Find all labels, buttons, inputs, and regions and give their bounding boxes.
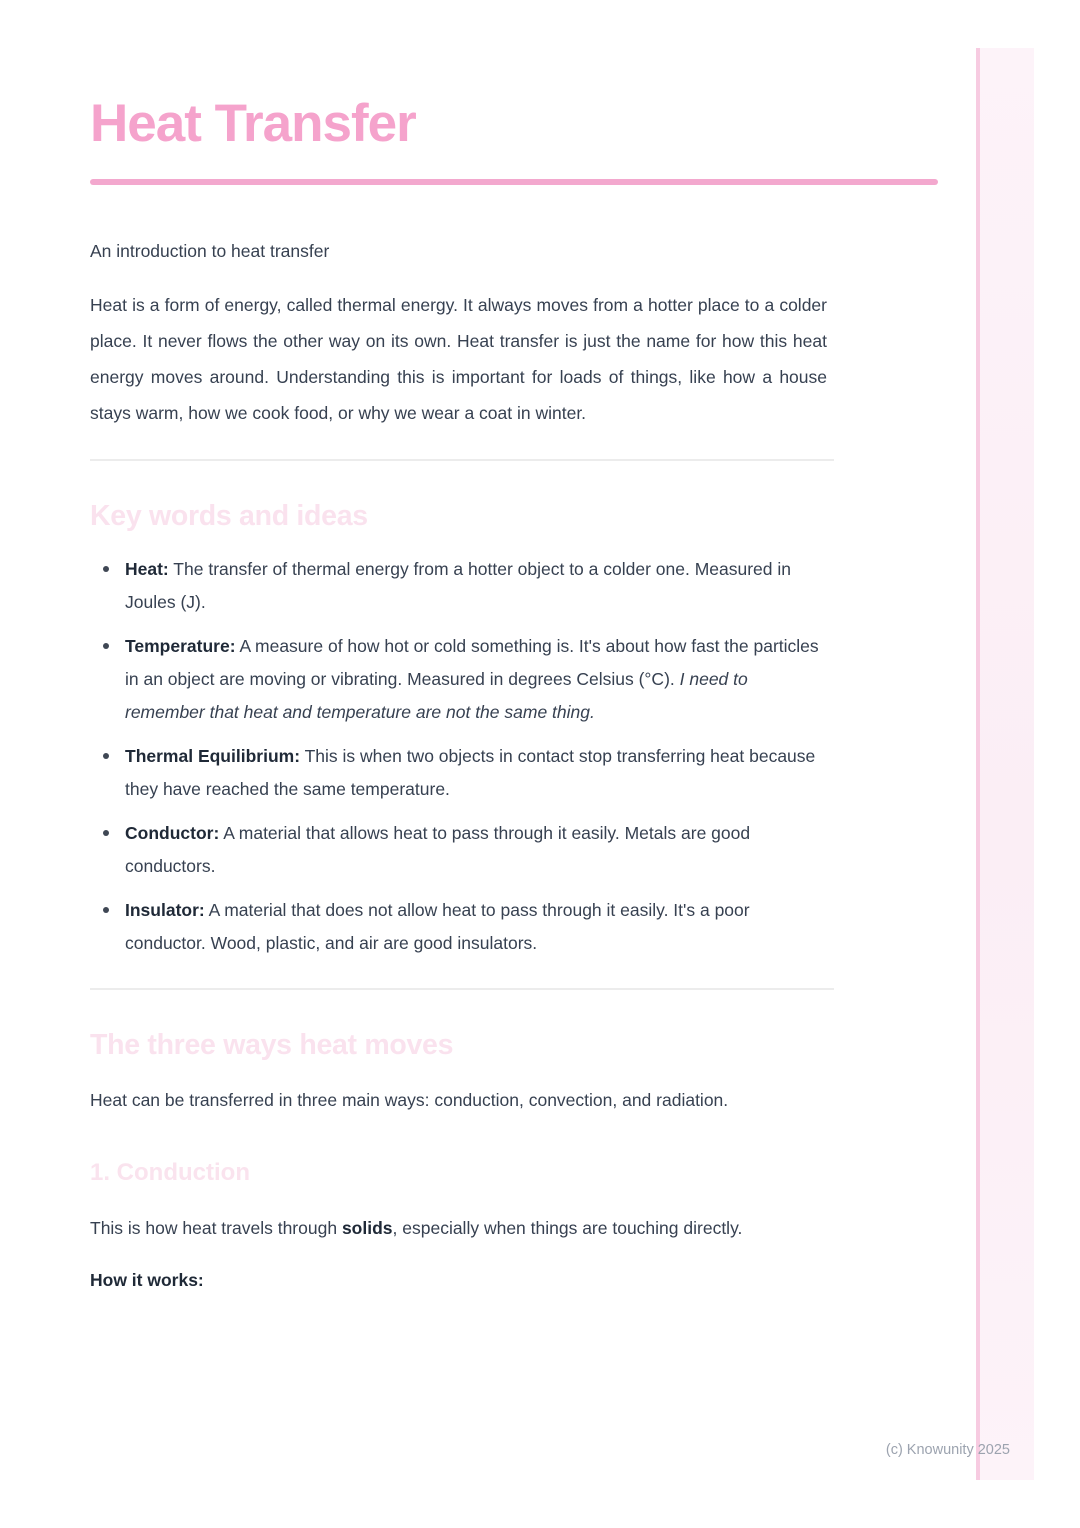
term-definition: The transfer of thermal energy from a hotter object to a colder one. Measured in Joules (J). <box>125 559 791 612</box>
list-item-temperature <box>125 630 827 729</box>
conduction-paragraph <box>90 1210 827 1246</box>
personal-note: I need to remember that heat and temperature are not the same thing. <box>125 669 748 722</box>
term-definition: A material that allows heat to pass through it easily. Metals are good conductors. <box>125 823 751 876</box>
term-definition: A measure of how hot or cold something is. It's about how fast the particles in an object are moving or vibrating. Measured in degrees Celsius (°C). <box>125 636 819 689</box>
keywords-list <box>90 553 827 960</box>
conduction-text-after: , especially when things are touching directly. <box>392 1218 743 1238</box>
document-content <box>90 0 938 1292</box>
three-ways-paragraph: Heat can be transferred in three main ways: conduction, convection, and radiation. <box>90 1090 729 1110</box>
term-definition: A material that does not allow heat to pass through it easily. It's a poor conductor. Wood, plastic, and air are good insulators. <box>125 900 750 953</box>
list-item-insulator <box>125 894 827 960</box>
conduction-text-before: This is how heat travels through <box>90 1218 342 1238</box>
conduction-bold-word: solids <box>341 1218 393 1238</box>
term-label: Heat: <box>125 559 169 579</box>
section-divider <box>90 459 834 461</box>
conduction-heading: 1. Conduction <box>90 1159 250 1186</box>
intro-paragraph: Heat is a form of energy, called thermal energy. It always moves from a hotter place to a colder place. It never flows the other way on its own. Heat transfer is just the name for how this heat energy moves around. Understanding this is important for loads of things, like how a house stays warm, how we cook food, or why we wear a coat in winter. <box>90 295 827 423</box>
section-divider <box>90 988 834 990</box>
right-margin-stripe <box>976 48 1034 1480</box>
list-item-thermal-equilibrium <box>125 740 827 806</box>
term-label: Thermal Equilibrium: <box>125 746 301 766</box>
term-label: Conductor: <box>125 823 220 843</box>
copyright-watermark: (c) Knowunity 2025 <box>885 1442 1010 1458</box>
title-underline-rule <box>90 179 938 185</box>
term-definition: This is when two objects in contact stop transferring heat because they have reached the same temperature. <box>125 746 816 799</box>
page-title: Heat Transfer <box>90 94 416 153</box>
list-item-conductor <box>125 817 827 883</box>
doc-subtitle: An introduction to heat transfer <box>90 241 330 261</box>
list-item-heat <box>125 553 827 619</box>
term-label: Insulator: <box>125 900 205 920</box>
how-it-works-label: How it works: <box>90 1270 204 1290</box>
term-label: Temperature: <box>125 636 236 656</box>
keywords-heading: Key words and ideas <box>90 500 368 532</box>
three-ways-heading: The three ways heat moves <box>90 1029 454 1061</box>
